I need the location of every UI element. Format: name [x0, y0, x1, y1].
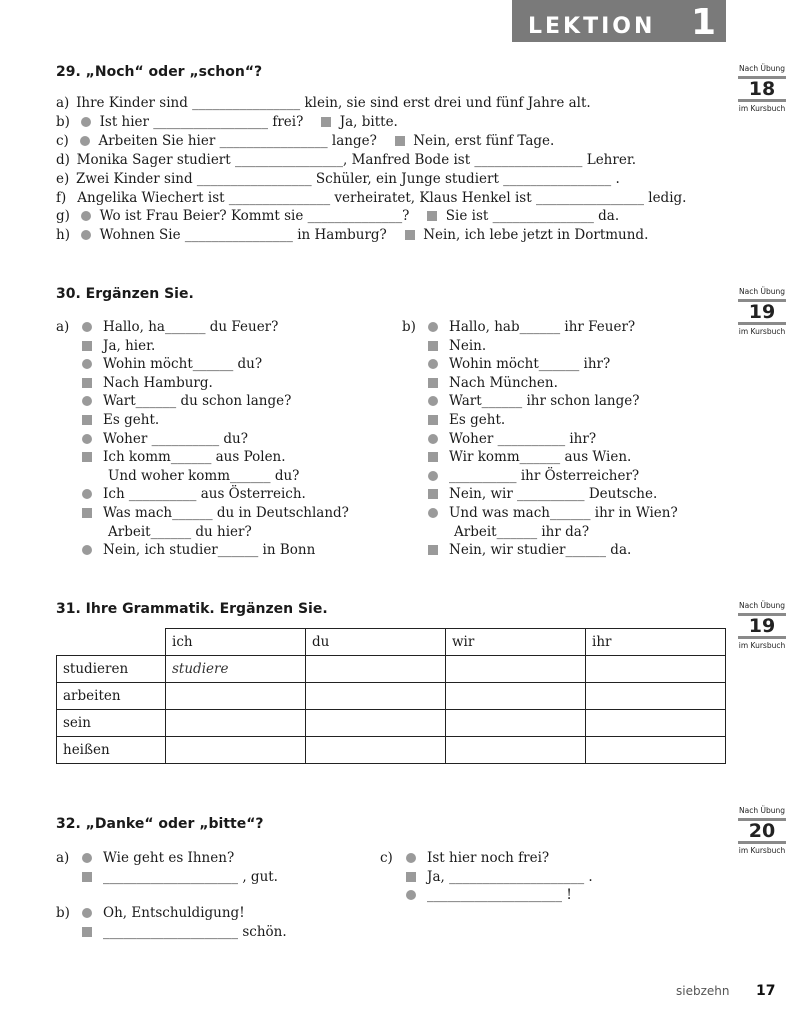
- speaker-dot-icon: [82, 359, 92, 369]
- dialog-line: [428, 523, 678, 542]
- dialog-text: Nein.: [449, 337, 487, 354]
- exercise-31-title: 31. Ihre Grammatik. Ergänzen Sie.: [56, 601, 328, 617]
- ex29-line-a: a) Ihre Kinder sind ________________ klein, sie sind erst drei und fünf Jahre alt.: [56, 95, 591, 111]
- dialog-text: Hallo, ha______ du Feuer?: [103, 319, 279, 335]
- table-cell[interactable]: [306, 737, 446, 764]
- dialog-text: Ich __________ aus Österreich.: [103, 486, 306, 503]
- speaker-dot-icon: [428, 471, 438, 481]
- table-cell[interactable]: [306, 683, 446, 710]
- dialog-text: Ist hier noch frei?: [427, 850, 550, 866]
- ex29-h-answer: Nein, ich lebe jetzt in Dortmund.: [423, 227, 649, 243]
- speaker-dot-icon: [82, 853, 92, 863]
- dialog-text: Was mach______ du in Deutschland?: [103, 504, 349, 521]
- row-verb: sein: [57, 710, 166, 737]
- table-row: [57, 710, 726, 737]
- ex29-c-label: c): [56, 133, 69, 149]
- speaker-dot-icon: [428, 396, 438, 406]
- dialog-line: [82, 337, 349, 356]
- dialog-line: [82, 392, 349, 411]
- side-tag-before: Nach Übung: [739, 64, 785, 73]
- speaker-square-icon: [82, 341, 92, 351]
- side-tag-19b: [735, 601, 789, 651]
- dialog-line: [82, 448, 349, 467]
- speaker-square-icon: [321, 117, 331, 127]
- ex29-line-g: [56, 207, 619, 226]
- page-word: siebzehn: [676, 984, 730, 998]
- dialog-text: Wart______ ihr schon lange?: [449, 393, 640, 410]
- dialog-text: Nein, wir __________ Deutsche.: [449, 486, 658, 503]
- dialog-text: ____________________ !: [427, 887, 572, 903]
- column-header-ihr: ihr: [586, 629, 726, 656]
- row-verb: studieren: [57, 656, 166, 683]
- speaker-dot-icon: [80, 136, 90, 146]
- side-tag-after: im Kursbuch: [738, 327, 786, 336]
- side-tag-after: im Kursbuch: [738, 846, 786, 855]
- ex29-b-label: b): [56, 114, 70, 130]
- dialog-line: [428, 411, 678, 430]
- lesson-header: [512, 0, 726, 42]
- dialog-text: ____________________ schön.: [103, 924, 287, 940]
- dialog-line: [428, 467, 678, 486]
- ex30-column-b: [428, 318, 678, 560]
- speaker-square-icon: [395, 136, 405, 146]
- ex29-g-question: Wo ist Frau Beier? Kommt sie ______________?: [99, 208, 410, 224]
- grammar-table: [56, 628, 726, 764]
- table-cell[interactable]: [586, 737, 726, 764]
- page-number: 17: [756, 983, 776, 999]
- lesson-number: 1: [690, 2, 716, 43]
- speaker-dot-icon: [82, 396, 92, 406]
- speaker-square-icon: [428, 415, 438, 425]
- exercise-32-title: 32. „Danke“ oder „bitte“?: [56, 816, 264, 832]
- ex32-c-answer: [406, 868, 593, 887]
- dialog-text: Oh, Entschuldigung!: [103, 905, 245, 921]
- speaker-square-icon: [406, 872, 416, 882]
- table-cell[interactable]: studiere: [166, 656, 306, 683]
- exercise-29-title: 29. „Noch“ oder „schon“?: [56, 64, 263, 80]
- dialog-line: [82, 318, 349, 337]
- side-tag-after: im Kursbuch: [738, 104, 786, 113]
- speaker-square-icon: [405, 230, 415, 240]
- dialog-line: [82, 523, 349, 542]
- side-tag-before: Nach Übung: [739, 601, 785, 610]
- speaker-square-icon: [428, 378, 438, 388]
- ex29-line-e: e) Zwei Kinder sind _________________ Schüler, ein Junge studiert ________________ .: [56, 171, 620, 187]
- row-verb: heißen: [57, 737, 166, 764]
- ex32-b-label: b): [56, 905, 70, 921]
- speaker-square-icon: [427, 211, 437, 221]
- dialog-text: Und woher komm______ du?: [108, 467, 300, 484]
- dialog-text: __________ ihr Österreicher?: [449, 467, 640, 484]
- table-cell[interactable]: [306, 656, 446, 683]
- speaker-dot-icon: [428, 359, 438, 369]
- dialog-line: [82, 541, 349, 560]
- speaker-square-icon: [428, 341, 438, 351]
- ex29-line-f: f) Angelika Wiechert ist _______________ verheiratet, Klaus Henkel ist ________________ ledig.: [56, 190, 687, 206]
- table-cell[interactable]: [446, 656, 586, 683]
- table-cell[interactable]: [446, 710, 586, 737]
- dialog-text: Ja, hier.: [103, 337, 156, 354]
- dialog-line: [428, 392, 678, 411]
- ex32-c-reply: [406, 886, 572, 905]
- table-row: [57, 656, 726, 683]
- speaker-square-icon: [82, 452, 92, 462]
- dialog-line: [82, 504, 349, 523]
- dialog-line: [428, 504, 678, 523]
- ex32-c-label: c): [380, 850, 393, 866]
- dialog-line: [82, 411, 349, 430]
- column-header-wir: wir: [446, 629, 586, 656]
- table-cell[interactable]: [446, 737, 586, 764]
- exercise-30-title: 30. Ergänzen Sie.: [56, 286, 194, 302]
- ex32-a-question: [82, 849, 234, 868]
- speaker-square-icon: [82, 508, 92, 518]
- speaker-dot-icon: [428, 508, 438, 518]
- speaker-square-icon: [82, 378, 92, 388]
- table-cell[interactable]: [446, 683, 586, 710]
- table-header-row: [57, 629, 726, 656]
- speaker-dot-icon: [406, 853, 416, 863]
- dialog-line: [82, 430, 349, 449]
- ex30-a-label: a): [56, 319, 70, 335]
- dialog-text: Nein, ich studier______ in Bonn: [103, 542, 316, 559]
- table-cell[interactable]: [166, 737, 306, 764]
- side-tag-number: 18: [738, 76, 786, 102]
- ex32-a-label: a): [56, 850, 70, 866]
- dialog-text: Nein, wir studier______ da.: [449, 542, 632, 559]
- dialog-line: [428, 337, 678, 356]
- dialog-text: Arbeit______ du hier?: [108, 523, 252, 540]
- side-tag-19: [735, 287, 789, 337]
- speaker-dot-icon: [82, 322, 92, 332]
- dialog-text: Ja, ____________________ .: [427, 869, 593, 885]
- ex29-h-label: h): [56, 227, 70, 243]
- table-row: [57, 737, 726, 764]
- table-cell[interactable]: [166, 683, 306, 710]
- dialog-line: [82, 374, 349, 393]
- dialog-text: Arbeit______ ihr da?: [454, 523, 590, 540]
- speaker-dot-icon: [82, 545, 92, 555]
- column-header-du: du: [306, 629, 446, 656]
- speaker-dot-icon: [81, 117, 91, 127]
- dialog-text: Nach Hamburg.: [103, 374, 213, 391]
- table-cell[interactable]: [586, 683, 726, 710]
- ex32-a-answer: [82, 868, 278, 887]
- ex29-line-b: [56, 113, 398, 132]
- speaker-dot-icon: [81, 230, 91, 240]
- speaker-square-icon: [428, 489, 438, 499]
- dialog-text: Und was mach______ ihr in Wien?: [449, 504, 678, 521]
- dialog-line: [82, 467, 349, 486]
- speaker-dot-icon: [406, 890, 416, 900]
- ex32-b-answer: [82, 923, 287, 942]
- ex29-line-c: [56, 132, 554, 151]
- dialog-text: Nach München.: [449, 374, 558, 391]
- side-tag-before: Nach Übung: [739, 287, 785, 296]
- dialog-text: Wohin möcht______ du?: [103, 356, 263, 373]
- speaker-square-icon: [428, 452, 438, 462]
- side-tag-number: 19: [738, 613, 786, 639]
- ex29-c-question: Arbeiten Sie hier ________________ lange?: [98, 133, 377, 149]
- ex29-line-h: [56, 226, 648, 245]
- table-cell[interactable]: [586, 656, 726, 683]
- dialog-line: [428, 318, 678, 337]
- ex30-column-a: [82, 318, 349, 560]
- dialog-line: [428, 485, 678, 504]
- dialog-line: [428, 430, 678, 449]
- speaker-square-icon: [82, 415, 92, 425]
- ex32-c-question: [406, 849, 549, 868]
- row-verb: arbeiten: [57, 683, 166, 710]
- side-tag-number: 20: [738, 818, 786, 844]
- ex29-h-question: Wohnen Sie ________________ in Hamburg?: [99, 227, 387, 243]
- speaker-dot-icon: [81, 211, 91, 221]
- dialog-text: Wie geht es Ihnen?: [103, 850, 235, 866]
- table-corner-cell: [57, 629, 166, 656]
- ex29-line-d: d) Monika Sager studiert ________________, Manfred Bode ist ________________ Lehrer.: [56, 152, 637, 168]
- dialog-line: [428, 448, 678, 467]
- dialog-line: [428, 374, 678, 393]
- ex29-b-question: Ist hier _________________ frei?: [99, 114, 304, 130]
- dialog-text: Ich komm______ aus Polen.: [103, 449, 286, 466]
- dialog-line: [428, 541, 678, 560]
- side-tag-18: [735, 64, 789, 114]
- dialog-line: [82, 355, 349, 374]
- side-tag-before: Nach Übung: [739, 806, 785, 815]
- speaker-square-icon: [428, 545, 438, 555]
- speaker-dot-icon: [82, 489, 92, 499]
- dialog-text: ____________________ , gut.: [103, 869, 278, 885]
- speaker-dot-icon: [82, 434, 92, 444]
- lesson-label: LEKTION: [528, 14, 656, 39]
- speaker-dot-icon: [428, 322, 438, 332]
- dialog-text: Woher __________ ihr?: [449, 430, 597, 447]
- ex32-b-question: [82, 904, 245, 923]
- dialog-text: Woher __________ du?: [103, 430, 248, 447]
- dialog-text: Es geht.: [103, 411, 160, 428]
- table-row: [57, 683, 726, 710]
- dialog-line: [428, 355, 678, 374]
- dialog-text: Es geht.: [449, 411, 506, 428]
- dialog-text: Wart______ du schon lange?: [103, 393, 292, 410]
- speaker-dot-icon: [82, 908, 92, 918]
- table-cell[interactable]: [306, 710, 446, 737]
- ex29-c-answer: Nein, erst fünf Tage.: [413, 133, 555, 149]
- table-cell[interactable]: [166, 710, 306, 737]
- ex30-b-label: b): [402, 319, 416, 335]
- side-tag-number: 19: [738, 299, 786, 325]
- ex29-b-answer: Ja, bitte.: [339, 114, 398, 130]
- ex29-g-label: g): [56, 208, 70, 224]
- dialog-text: Wir komm______ aus Wien.: [449, 449, 632, 466]
- speaker-square-icon: [82, 927, 92, 937]
- column-header-ich: ich: [166, 629, 306, 656]
- side-tag-20: [735, 806, 789, 856]
- ex29-g-answer: Sie ist _______________ da.: [445, 208, 620, 224]
- dialog-text: Hallo, hab______ ihr Feuer?: [449, 319, 636, 335]
- dialog-text: Wohin möcht______ ihr?: [449, 356, 611, 373]
- dialog-line: [82, 485, 349, 504]
- table-cell[interactable]: [586, 710, 726, 737]
- speaker-square-icon: [82, 872, 92, 882]
- side-tag-after: im Kursbuch: [738, 641, 786, 650]
- speaker-dot-icon: [428, 434, 438, 444]
